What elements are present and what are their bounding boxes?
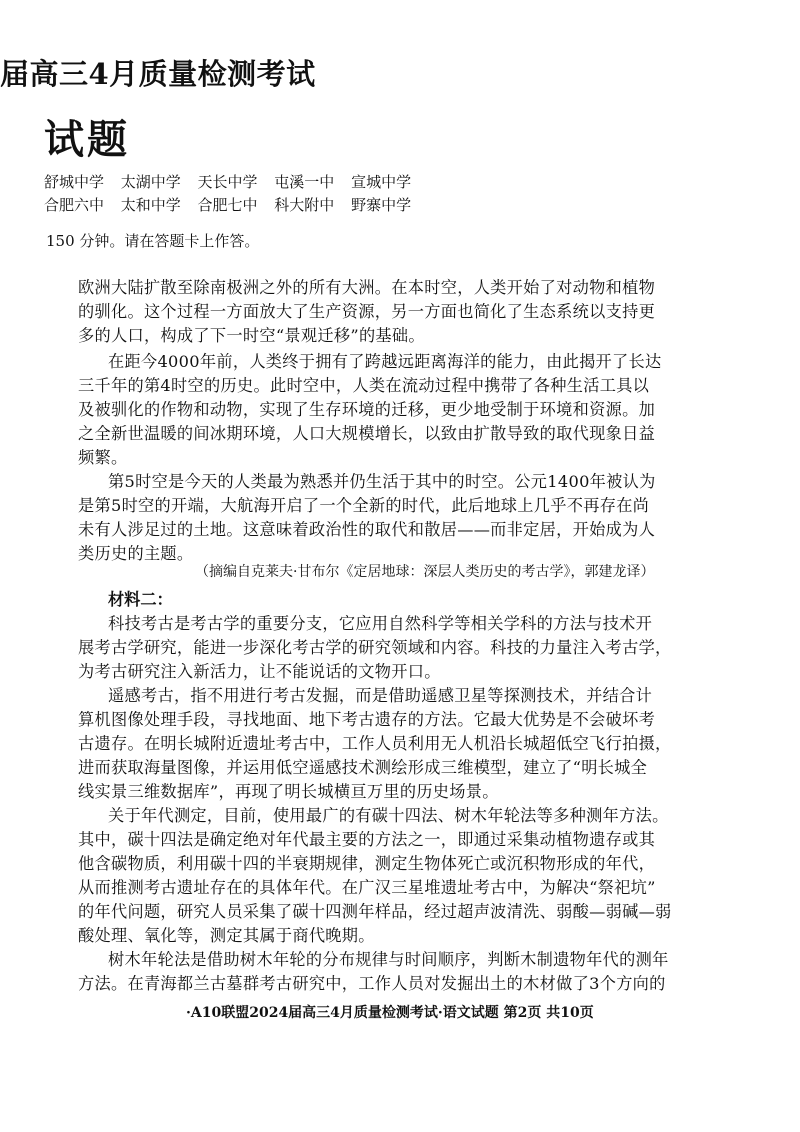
text-line: 是第5时空的开端，大航海开启了一个全新的时代，此后地球上几乎不再存在尚 (78, 496, 650, 515)
text-line: 在距今4000年前，人类终于拥有了跨越远距离海洋的能力，由此揭开了长达 (108, 352, 662, 371)
text-line: 为考古研究注入新活力，让不能说话的文物开口。 (78, 662, 441, 681)
section-title: 材料二： (108, 590, 173, 609)
text-line: 多的人口，构成了下一时空“景观迁移”的基础。 (78, 326, 425, 345)
text-line: 方法。在青海都兰古墓群考古研究中，工作人员对发掘出土的木材做了3个方向的 (78, 974, 666, 993)
text-line: 进而获取海量图像，并运用低空遥感技术测绘形成三维模型，建立了“明长城全 (78, 758, 648, 777)
text-line: 第5时空是今天的人类最为熟悉并仍生活于其中的时空。公元1400年被认为 (108, 472, 656, 491)
exam-banner: 届高三4月质量检测考试 (0, 57, 316, 91)
text-line: 展考古学研究，能进一步深化考古学的研究领域和内容。科技的力量注入考古学， (78, 638, 672, 657)
school-list-row-2: 合肥六中 太和中学 合肥七中 科大附中 野寨中学 (44, 196, 412, 214)
page-footer: ·A10联盟2024届高三4月质量检测考试·语文试题 第2页 共10页 (186, 1005, 594, 1021)
text-line: 其中，碳十四法是确定绝对年代最主要的方法之一，即通过采集动植物遗存或其 (78, 830, 656, 849)
text-line: 酸处理、氧化等，测定其属于商代晚期。 (78, 926, 375, 945)
text-line: 算机图像处理手段，寻找地面、地下考古遗存的方法。它最大优势是不会破坏考 (78, 710, 656, 729)
text-line: 三千年的第4时空的历史。此时空中，人类在流动过程中携带了各种生活工具以 (78, 376, 650, 395)
text-line: 的年代问题，研究人员采集了碳十四测年样品，经过超声波清洗、弱酸—弱碱—弱 (78, 902, 672, 921)
text-line: 线实景三维数据库”，再现了明长城横亘万里的历史场景。 (78, 782, 499, 801)
text-line: 之全新世温暖的间冰期环境，人口大规模增长，以致由扩散导致的取代现象日益 (78, 424, 656, 443)
school-list-row-1: 舒城中学 太湖中学 天长中学 屯溪一中 宣城中学 (44, 173, 412, 191)
text-line: 从而推测考古遗址存在的具体年代。在广汉三星堆遗址考古中，为解决“祭祀坑” (78, 878, 656, 897)
text-line: 的驯化。这个过程一方面放大了生产资源，另一方面也简化了生态系统以支持更 (78, 302, 656, 321)
text-line: 欧洲大陆扩散至除南极洲之外的所有大洲。在本时空，人类开始了对动物和植物 (78, 278, 656, 297)
exam-notice: 150 分钟。请在答题卡上作答。 (46, 232, 260, 250)
text-line: 频繁。 (78, 448, 128, 467)
text-line: 关于年代测定，目前，使用最广的有碳十四法、树木年轮法等多种测年方法。 (108, 806, 669, 825)
text-line: 未有人涉足过的土地。这意味着政治性的取代和散居——而非定居，开始成为人 (78, 520, 656, 539)
text-line: 他含碳物质，利用碳十四的半衰期规律，测定生物体死亡或沉积物形成的年代， (78, 854, 656, 873)
text-line: 遥感考古，指不用进行考古发掘，而是借助遥感卫星等探测技术，并结合计 (108, 686, 653, 705)
source-citation: （摘编自克莱夫·甘布尔《定居地球：深层人类历史的考古学》，郭建龙译） (195, 564, 655, 580)
text-line: 类历史的主题。 (78, 544, 194, 563)
page-title: 试题 (44, 116, 130, 163)
text-line: 古遗存。在明长城附近遗址考古中，工作人员利用无人机沿长城超低空飞行拍摄， (78, 734, 672, 753)
text-line: 及被驯化的作物和动物，实现了生存环境的迁移，更少地受制于环境和资源。加 (78, 400, 656, 419)
text-line: 树木年轮法是借助树木年轮的分布规律与时间顺序，判断木制遗物年代的测年 (108, 950, 669, 969)
text-line: 科技考古是考古学的重要分支，它应用自然科学等相关学科的方法与技术开 (108, 614, 653, 633)
